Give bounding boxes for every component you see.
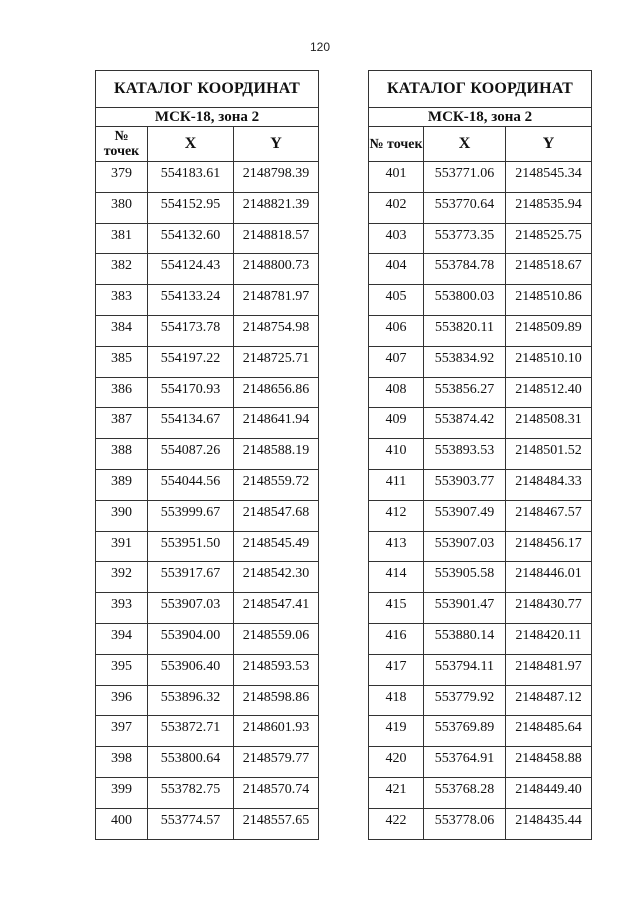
table-row [96,685,319,716]
table-row [369,254,592,285]
y-coordinate-cell: 2148508.31 [506,408,592,439]
x-coordinate-cell: 553917.67 [148,562,234,593]
x-coordinate-cell: 554152.95 [148,192,234,223]
table-row [96,593,319,624]
y-coordinate-cell: 2148535.94 [506,192,592,223]
y-coordinate-cell: 2148559.06 [234,623,319,654]
point-number-cell: 411 [369,469,424,500]
catalog-zone: МСК-18, зона 2 [369,108,592,127]
x-coordinate-cell: 553794.11 [424,654,506,685]
column-header-point-number: № точек [96,127,148,162]
y-coordinate-cell: 2148446.01 [506,562,592,593]
x-coordinate-cell: 553874.42 [424,408,506,439]
table-row [96,377,319,408]
x-coordinate-cell: 553999.67 [148,500,234,531]
y-coordinate-cell: 2148510.10 [506,346,592,377]
x-coordinate-cell: 553872.71 [148,716,234,747]
y-coordinate-cell: 2148420.11 [506,623,592,654]
x-coordinate-cell: 553904.00 [148,623,234,654]
y-coordinate-cell: 2148781.97 [234,285,319,316]
x-coordinate-cell: 553770.64 [424,192,506,223]
y-coordinate-cell: 2148485.64 [506,716,592,747]
table-row [96,531,319,562]
x-coordinate-cell: 553764.91 [424,747,506,778]
table-row [96,808,319,839]
y-coordinate-cell: 2148656.86 [234,377,319,408]
x-coordinate-cell: 554132.60 [148,223,234,254]
point-number-cell: 400 [96,808,148,839]
table-row [96,408,319,439]
y-coordinate-cell: 2148598.86 [234,685,319,716]
point-number-cell: 414 [369,562,424,593]
point-number-cell: 421 [369,777,424,808]
x-coordinate-cell: 554173.78 [148,315,234,346]
table-row [369,777,592,808]
y-coordinate-cell: 2148510.86 [506,285,592,316]
point-number-cell: 401 [369,162,424,193]
x-coordinate-cell: 553880.14 [424,623,506,654]
x-coordinate-cell: 553771.06 [424,162,506,193]
y-coordinate-cell: 2148641.94 [234,408,319,439]
point-number-cell: 395 [96,654,148,685]
point-number-cell: 409 [369,408,424,439]
point-number-cell: 413 [369,531,424,562]
y-coordinate-cell: 2148542.30 [234,562,319,593]
x-coordinate-cell: 553774.57 [148,808,234,839]
x-coordinate-cell: 553820.11 [424,315,506,346]
table-row [96,254,319,285]
x-coordinate-cell: 553906.40 [148,654,234,685]
point-number-cell: 408 [369,377,424,408]
table-row [369,346,592,377]
y-coordinate-cell: 2148484.33 [506,469,592,500]
point-number-cell: 385 [96,346,148,377]
table-row [96,192,319,223]
x-coordinate-cell: 553901.47 [424,593,506,624]
table-row [369,223,592,254]
point-number-cell: 403 [369,223,424,254]
x-coordinate-cell: 554044.56 [148,469,234,500]
y-coordinate-cell: 2148821.39 [234,192,319,223]
table-row [96,716,319,747]
y-coordinate-cell: 2148559.72 [234,469,319,500]
table-row [369,654,592,685]
y-coordinate-cell: 2148557.65 [234,808,319,839]
y-coordinate-cell: 2148481.97 [506,654,592,685]
table-row [369,593,592,624]
y-coordinate-cell: 2148509.89 [506,315,592,346]
y-coordinate-cell: 2148456.17 [506,531,592,562]
table-row [96,439,319,470]
x-coordinate-cell: 553778.06 [424,808,506,839]
table-row [96,777,319,808]
point-number-cell: 388 [96,439,148,470]
x-coordinate-cell: 553782.75 [148,777,234,808]
x-coordinate-cell: 554197.22 [148,346,234,377]
y-coordinate-cell: 2148588.19 [234,439,319,470]
point-number-cell: 394 [96,623,148,654]
x-coordinate-cell: 554134.67 [148,408,234,439]
table-row [369,469,592,500]
table-row [96,315,319,346]
table-row [369,285,592,316]
x-coordinate-cell: 553896.32 [148,685,234,716]
table-row [96,469,319,500]
table-row [369,439,592,470]
x-coordinate-cell: 553784.78 [424,254,506,285]
y-coordinate-cell: 2148501.52 [506,439,592,470]
y-coordinate-cell: 2148579.77 [234,747,319,778]
point-number-cell: 406 [369,315,424,346]
y-coordinate-cell: 2148725.71 [234,346,319,377]
x-coordinate-cell: 554087.26 [148,439,234,470]
table-row [369,408,592,439]
table-row [96,285,319,316]
y-coordinate-cell: 2148467.57 [506,500,592,531]
coordinate-catalog-table-left [95,70,319,840]
y-coordinate-cell: 2148512.40 [506,377,592,408]
column-header-y: Y [506,127,592,162]
point-number-cell: 390 [96,500,148,531]
point-number-cell: 415 [369,593,424,624]
point-number-cell: 407 [369,346,424,377]
point-number-cell: 382 [96,254,148,285]
table-row [96,747,319,778]
coordinate-catalog-table-right [368,70,592,840]
point-number-cell: 396 [96,685,148,716]
y-coordinate-cell: 2148570.74 [234,777,319,808]
point-number-cell: 387 [96,408,148,439]
table-row [369,716,592,747]
y-coordinate-cell: 2148518.67 [506,254,592,285]
y-coordinate-cell: 2148525.75 [506,223,592,254]
point-number-cell: 397 [96,716,148,747]
table-row [369,747,592,778]
y-coordinate-cell: 2148458.88 [506,747,592,778]
catalog-title: КАТАЛОГ КООРДИНАТ [96,71,319,108]
x-coordinate-cell: 553800.64 [148,747,234,778]
x-coordinate-cell: 553893.53 [424,439,506,470]
y-coordinate-cell: 2148593.53 [234,654,319,685]
table-row [369,685,592,716]
x-coordinate-cell: 554183.61 [148,162,234,193]
x-coordinate-cell: 553768.28 [424,777,506,808]
x-coordinate-cell: 554133.24 [148,285,234,316]
point-number-cell: 381 [96,223,148,254]
x-coordinate-cell: 553800.03 [424,285,506,316]
y-coordinate-cell: 2148818.57 [234,223,319,254]
point-number-cell: 391 [96,531,148,562]
point-number-cell: 404 [369,254,424,285]
y-coordinate-cell: 2148545.34 [506,162,592,193]
y-coordinate-cell: 2148798.39 [234,162,319,193]
y-coordinate-cell: 2148430.77 [506,593,592,624]
table-row [96,346,319,377]
x-coordinate-cell: 553834.92 [424,346,506,377]
point-number-cell: 389 [96,469,148,500]
point-number-cell: 384 [96,315,148,346]
x-coordinate-cell: 554124.43 [148,254,234,285]
x-coordinate-cell: 553856.27 [424,377,506,408]
point-number-cell: 405 [369,285,424,316]
point-number-cell: 418 [369,685,424,716]
catalog-title: КАТАЛОГ КООРДИНАТ [369,71,592,108]
point-number-cell: 402 [369,192,424,223]
point-number-cell: 392 [96,562,148,593]
point-number-cell: 386 [96,377,148,408]
x-coordinate-cell: 553951.50 [148,531,234,562]
x-coordinate-cell: 553773.35 [424,223,506,254]
table-row [369,531,592,562]
catalog-zone: МСК-18, зона 2 [96,108,319,127]
table-row [96,562,319,593]
table-row [96,500,319,531]
table-row [369,315,592,346]
point-number-cell: 398 [96,747,148,778]
point-number-cell: 422 [369,808,424,839]
point-number-cell: 399 [96,777,148,808]
y-coordinate-cell: 2148487.12 [506,685,592,716]
table-row [369,808,592,839]
column-header-x: X [424,127,506,162]
x-coordinate-cell: 553905.58 [424,562,506,593]
table-row [369,562,592,593]
table-row [369,623,592,654]
table-row [369,192,592,223]
y-coordinate-cell: 2148754.98 [234,315,319,346]
table-row [96,654,319,685]
x-coordinate-cell: 553907.49 [424,500,506,531]
y-coordinate-cell: 2148547.41 [234,593,319,624]
table-row [369,377,592,408]
point-number-cell: 420 [369,747,424,778]
table-row [96,623,319,654]
x-coordinate-cell: 554170.93 [148,377,234,408]
point-number-cell: 419 [369,716,424,747]
table-row [369,162,592,193]
point-number-cell: 393 [96,593,148,624]
x-coordinate-cell: 553903.77 [424,469,506,500]
page-number: 120 [309,40,331,54]
column-header-x: X [148,127,234,162]
y-coordinate-cell: 2148545.49 [234,531,319,562]
column-header-y: Y [234,127,319,162]
point-number-cell: 416 [369,623,424,654]
y-coordinate-cell: 2148435.44 [506,808,592,839]
x-coordinate-cell: 553907.03 [148,593,234,624]
column-header-point-number: № точек [369,127,424,162]
point-number-cell: 412 [369,500,424,531]
point-number-cell: 417 [369,654,424,685]
table-row [96,223,319,254]
table-row [369,500,592,531]
x-coordinate-cell: 553779.92 [424,685,506,716]
point-number-cell: 379 [96,162,148,193]
point-number-cell: 410 [369,439,424,470]
x-coordinate-cell: 553907.03 [424,531,506,562]
y-coordinate-cell: 2148547.68 [234,500,319,531]
y-coordinate-cell: 2148449.40 [506,777,592,808]
point-number-cell: 383 [96,285,148,316]
y-coordinate-cell: 2148800.73 [234,254,319,285]
point-number-cell: 380 [96,192,148,223]
y-coordinate-cell: 2148601.93 [234,716,319,747]
table-row [96,162,319,193]
x-coordinate-cell: 553769.89 [424,716,506,747]
